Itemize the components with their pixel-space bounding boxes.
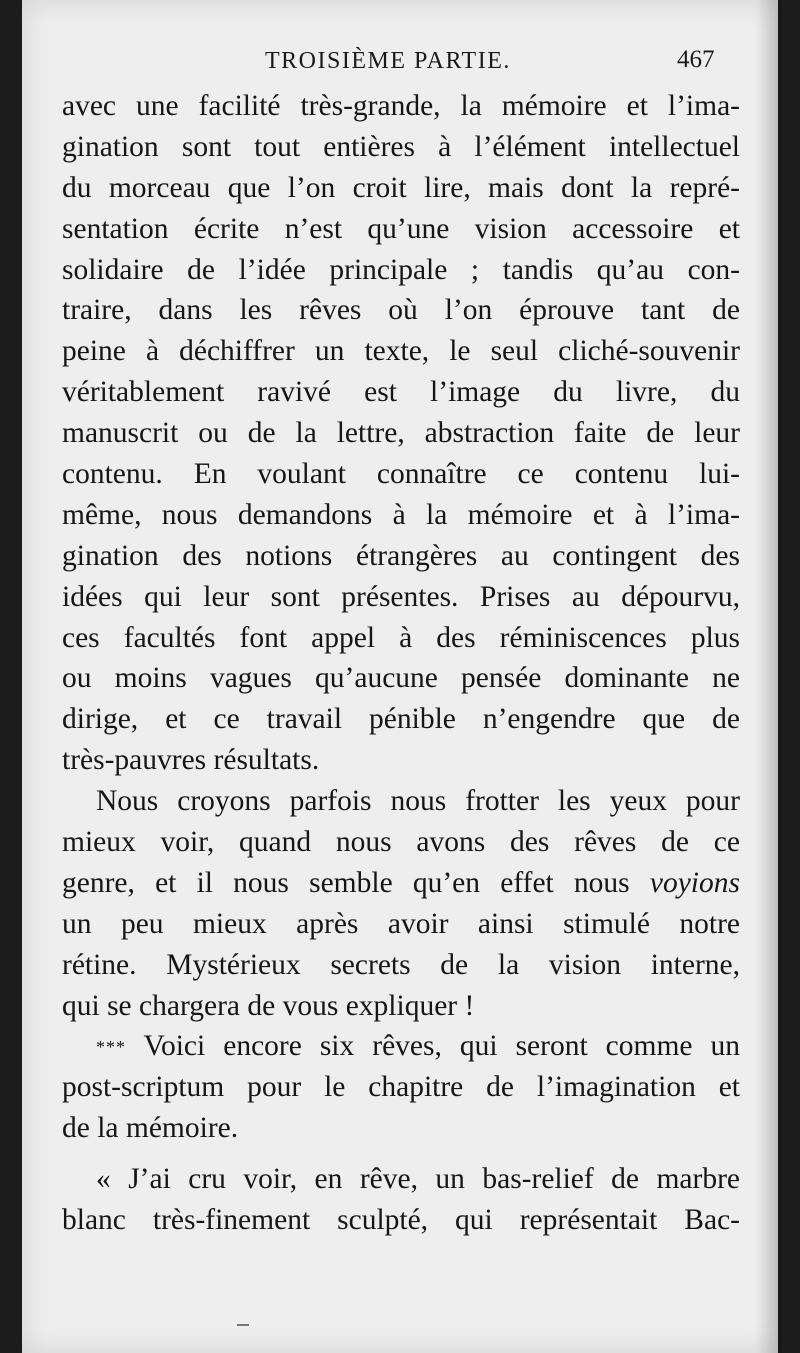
text-line: même, nous demandons à la mémoire et à l’ima-	[62, 498, 740, 531]
paragraph-4	[62, 1159, 740, 1241]
text-line: véritablement ravivé est l’image du livre, du	[62, 376, 740, 409]
text-line: « J’ai cru voir, en rêve, un bas-relief de marbre	[96, 1163, 740, 1196]
paragraph-3	[62, 1026, 740, 1149]
text-line	[62, 1026, 740, 1067]
paragraph-2	[62, 781, 740, 1026]
text-line: qui se chargera de vous expliquer !	[62, 989, 475, 1022]
text-line: blanc très-finement sculpté, qui représentait Bac-	[62, 1204, 740, 1237]
text-line: idées qui leur sont présentes. Prises au dépourvu,	[62, 580, 740, 613]
text-line: manuscrit ou de la lettre, abstraction faite de leur	[62, 417, 740, 450]
text-line: traire, dans les rêves où l’on éprouve tant de	[62, 294, 740, 327]
text-line: très-pauvres résultats.	[62, 744, 320, 777]
running-title: TROISIÈME PARTIE.	[265, 48, 511, 74]
text-line: de la mémoire.	[62, 1112, 239, 1145]
text-line: rétine. Mystérieux secrets de la vision interne,	[62, 948, 740, 981]
text-segment: Voici encore six rêves, qui seront comme un	[143, 1030, 740, 1063]
page-number: 467	[677, 46, 715, 73]
text-line: gination sont tout entières à l’élément intellectuel	[62, 130, 740, 163]
text-line: solidaire de l’idée principale ; tandis qu’au con-	[62, 253, 740, 286]
text-line: ces facultés font appel à des réminiscences plus	[62, 621, 740, 654]
text-line: gination des notions étrangères au contingent des	[62, 539, 740, 572]
text-line: ou moins vagues qu’aucune pensée dominante ne	[62, 662, 740, 695]
text-line: un peu mieux après avoir ainsi stimulé notre	[62, 907, 740, 940]
book-page	[22, 0, 778, 1353]
text-line: contenu. En voulant connaître ce contenu lui-	[62, 458, 740, 491]
text-body	[62, 86, 740, 1241]
page-header	[22, 46, 778, 80]
text-line: dirige, et ce travail pénible n’engendre que de	[62, 703, 740, 736]
text-line: Nous croyons parfois nous frotter les yeux pour	[96, 785, 740, 818]
text-line: du morceau que l’on croit lire, mais dont la repré-	[62, 171, 740, 204]
text-line: mieux voir, quand nous avons des rêves de ce	[62, 826, 740, 859]
text-line: post-scriptum pour le chapitre de l’imagination et	[62, 1071, 740, 1104]
text-line: avec une facilité très-grande, la mémoire et l’ima-	[62, 90, 740, 122]
text-line	[62, 863, 740, 904]
text-line: sentation écrite n’est qu’une vision accessoire et	[62, 212, 740, 245]
italic-word: voyions	[649, 866, 740, 899]
text-segment: genre, et il nous semble qu’en effet nous	[62, 866, 630, 899]
asterism: ***	[96, 1037, 126, 1058]
printer-mark	[237, 1324, 249, 1326]
paragraph-1	[62, 86, 740, 781]
text-line: peine à déchiffrer un texte, le seul cliché-souvenir	[62, 335, 740, 368]
